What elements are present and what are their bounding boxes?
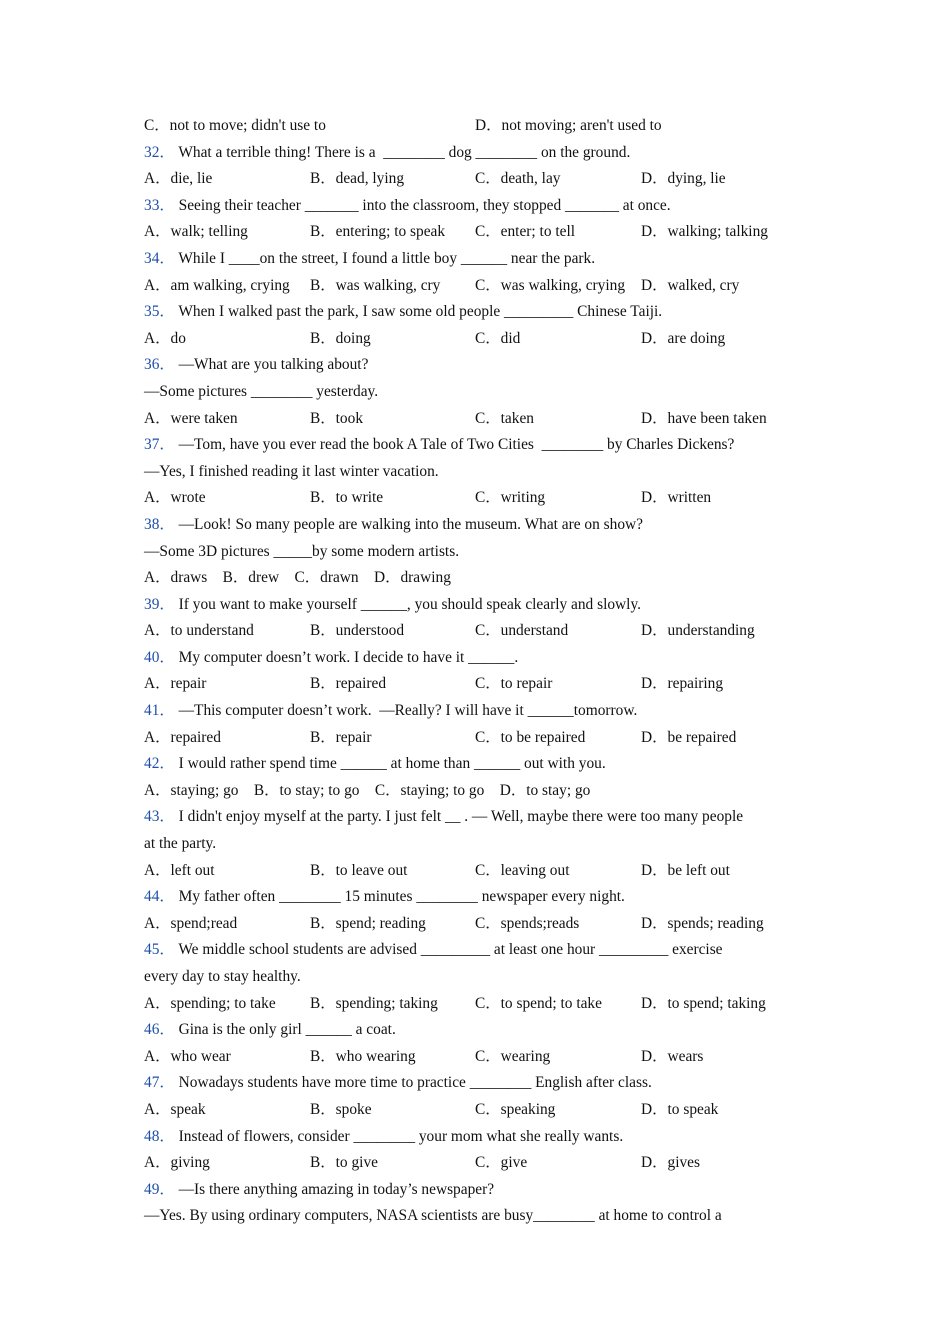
option-b[interactable]: B．repaired	[310, 675, 387, 693]
question-stem	[144, 1070, 804, 1097]
question-stem	[144, 193, 804, 220]
option-a[interactable]: A．speak	[144, 1100, 206, 1118]
question-stem	[144, 512, 804, 539]
option-c[interactable]: C．enter; to tell	[475, 223, 576, 241]
question-stem-continued	[144, 379, 804, 406]
question-stem	[144, 884, 804, 911]
question-text: Seeing their teacher _______ into the classroom, they stopped _______ at once.	[178, 196, 671, 214]
option-b[interactable]: B．dead, lying	[310, 170, 405, 188]
option-c[interactable]: C．to repair	[475, 675, 553, 693]
question-number: 34．	[144, 249, 175, 267]
question-stem-continued	[144, 1203, 804, 1230]
option-a[interactable]: A．die, lie	[144, 170, 213, 188]
option-row	[144, 326, 804, 353]
option-d[interactable]: D．repairing	[641, 675, 724, 693]
option-row	[144, 618, 804, 645]
question-text: —This computer doesn’t work. —Really? I will have it ______tomorrow.	[178, 702, 638, 720]
option-d[interactable]: D．walked, cry	[641, 276, 740, 294]
question-text: I would rather spend time ______ at home than ______ out with you.	[178, 755, 606, 773]
question-stem	[144, 645, 804, 672]
option-row	[144, 911, 804, 938]
option-b[interactable]: B．who wearing	[310, 1047, 416, 1065]
option-row	[144, 725, 804, 752]
option-c[interactable]: C．death, lay	[475, 170, 561, 188]
option-d[interactable]: D．are doing	[641, 329, 726, 347]
question-text: What a terrible thing! There is a ________ dog ________ on the ground.	[178, 143, 631, 161]
option-b[interactable]: B．was walking, cry	[310, 276, 441, 294]
option-c[interactable]: C．wearing	[475, 1047, 551, 1065]
question-number: 35．	[144, 303, 175, 321]
question-list	[144, 113, 804, 1230]
option-a[interactable]: A．am walking, crying	[144, 276, 290, 294]
question-number: 39．	[144, 595, 175, 613]
question-number: 40．	[144, 648, 175, 666]
option-row	[144, 485, 804, 512]
option-a[interactable]: A．repaired	[144, 728, 221, 746]
option-b[interactable]: B．spending; taking	[310, 994, 438, 1012]
question-number: 45．	[144, 941, 175, 959]
option-row	[144, 1044, 804, 1071]
option-b[interactable]: B．doing	[310, 329, 371, 347]
option-b[interactable]: B．entering; to speak	[310, 223, 446, 241]
option-a[interactable]: A．to understand	[144, 622, 254, 640]
question-text: —What are you talking about?	[178, 356, 369, 374]
option-a[interactable]: A．do	[144, 329, 186, 347]
option-row	[144, 166, 804, 193]
option-b[interactable]: B．to write	[310, 489, 384, 507]
question-text: I didn't enjoy myself at the party. I just felt __ . — Well, maybe there were too many people	[178, 808, 744, 826]
option-d[interactable]: D．gives	[641, 1154, 700, 1172]
question-text: Instead of flowers, consider ________ your mom what she really wants.	[178, 1127, 624, 1145]
option-d[interactable]: D．wears	[641, 1047, 704, 1065]
question-number: 48．	[144, 1127, 175, 1145]
option-d[interactable]: D．have been taken	[641, 409, 767, 427]
option-a[interactable]: A．who wear	[144, 1047, 231, 1065]
question-stem	[144, 140, 804, 167]
question-number: 37．	[144, 436, 175, 454]
question-text: —Yes, I finished reading it last winter vacation.	[144, 462, 439, 480]
question-text: at the party.	[144, 835, 217, 853]
option-c[interactable]: C．taken	[475, 409, 534, 427]
option-a[interactable]: A．spend;read	[144, 914, 238, 932]
option-b[interactable]: B．spoke	[310, 1100, 372, 1118]
option-b[interactable]: B．took	[310, 409, 364, 427]
question-number: 36．	[144, 356, 175, 374]
question-number: 32．	[144, 143, 175, 161]
question-text: While I ____on the street, I found a little boy ______ near the park.	[178, 249, 596, 267]
question-number: 46．	[144, 1021, 175, 1039]
option-row	[144, 273, 804, 300]
question-stem-continued	[144, 964, 804, 991]
option-a[interactable]: A．walk; telling	[144, 223, 248, 241]
option-a[interactable]: A．were taken	[144, 409, 238, 427]
option-b[interactable]: B．to give	[310, 1154, 378, 1172]
option-row	[144, 1150, 804, 1177]
question-stem	[144, 1177, 804, 1204]
question-number: 47．	[144, 1074, 175, 1092]
option-d[interactable]: D．spends; reading	[641, 914, 764, 932]
option-row-inline[interactable]: A．staying; go B．to stay; to go C．staying; to go D．to stay; go	[144, 781, 591, 799]
question-text: We middle school students are advised _________ at least one hour _________ exercise	[178, 941, 723, 959]
question-stem	[144, 299, 804, 326]
question-stem	[144, 1124, 804, 1151]
question-text: My father often ________ 15 minutes ________ newspaper every night.	[178, 888, 625, 906]
option-a[interactable]: A．spending; to take	[144, 994, 276, 1012]
question-stem	[144, 432, 804, 459]
option-a[interactable]: A．repair	[144, 675, 207, 693]
question-text: Nowadays students have more time to practice ________ English after class.	[178, 1074, 652, 1092]
option-c[interactable]: C．understand	[475, 622, 569, 640]
option-c[interactable]: C．give	[475, 1154, 528, 1172]
question-text: —Is there anything amazing in today’s newspaper?	[178, 1180, 495, 1198]
question-stem	[144, 352, 804, 379]
question-text: —Some pictures ________ yesterday.	[144, 382, 379, 400]
option-d[interactable]: D．to speak	[641, 1100, 719, 1118]
option-b[interactable]: B．to leave out	[310, 861, 408, 879]
option-row	[144, 858, 804, 885]
option-c[interactable]: C．writing	[475, 489, 546, 507]
question-text: If you want to make yourself ______, you should speak clearly and slowly.	[178, 595, 641, 613]
question-stem	[144, 804, 804, 831]
question-number: 33．	[144, 196, 175, 214]
option-row	[144, 113, 804, 140]
option-b[interactable]: B．understood	[310, 622, 405, 640]
option-row	[144, 219, 804, 246]
option-d[interactable]: D．understanding	[641, 622, 755, 640]
option-a[interactable]: A．left out	[144, 861, 215, 879]
option-d[interactable]: D．be left out	[641, 861, 730, 879]
question-text: —Some 3D pictures _____by some modern artists.	[144, 542, 460, 560]
option-c[interactable]: C．leaving out	[475, 861, 570, 879]
option-row	[144, 406, 804, 433]
option-d[interactable]: D．walking; talking	[641, 223, 768, 241]
question-number: 42．	[144, 755, 175, 773]
option-row-inline[interactable]: A．draws B．drew C．drawn D．drawing	[144, 569, 451, 587]
question-stem	[144, 698, 804, 725]
option-c: C．not to move; didn't use to	[144, 117, 326, 134]
question-stem-continued	[144, 831, 804, 858]
option-d[interactable]: D．written	[641, 489, 712, 507]
question-stem-continued	[144, 459, 804, 486]
question-text: —Yes. By using ordinary computers, NASA scientists are busy________ at home to control a	[144, 1207, 722, 1225]
option-c[interactable]: C．to spend; to take	[475, 994, 602, 1012]
question-stem	[144, 592, 804, 619]
question-number: 38．	[144, 515, 175, 533]
option-a[interactable]: A．wrote	[144, 489, 206, 507]
question-text: When I walked past the park, I saw some old people _________ Chinese Taiji.	[178, 303, 663, 321]
option-d[interactable]: D．be repaired	[641, 728, 737, 746]
question-stem	[144, 751, 804, 778]
option-c[interactable]: C．speaking	[475, 1100, 556, 1118]
question-number: 44．	[144, 888, 175, 906]
option-row	[144, 1097, 804, 1124]
option-c[interactable]: C．spends;reads	[475, 914, 580, 932]
question-number: 49．	[144, 1180, 175, 1198]
option-row	[144, 671, 804, 698]
option-d[interactable]: D．to spend; taking	[641, 994, 766, 1012]
question-text: Gina is the only girl ______ a coat.	[178, 1021, 396, 1039]
option-b[interactable]: B．spend; reading	[310, 914, 426, 932]
question-stem	[144, 937, 804, 964]
question-stem	[144, 246, 804, 273]
option-c[interactable]: C．to be repaired	[475, 728, 586, 746]
option-d[interactable]: D．dying, lie	[641, 170, 726, 188]
question-stem	[144, 1017, 804, 1044]
question-text: —Tom, have you ever read the book A Tale of Two Cities ________ by Charles Dickens?	[178, 436, 735, 454]
question-text: My computer doesn’t work. I decide to have it ______.	[178, 648, 519, 666]
question-stem-continued	[144, 539, 804, 566]
option-row	[144, 991, 804, 1018]
question-number: 41．	[144, 702, 175, 720]
question-number: 43．	[144, 808, 175, 826]
option-a[interactable]: A．giving	[144, 1154, 210, 1172]
question-text: every day to stay healthy.	[144, 968, 301, 985]
question-text: —Look! So many people are walking into the museum. What are on show?	[178, 515, 643, 533]
option-c[interactable]: C．was walking, crying	[475, 276, 626, 294]
option-d: D．not moving; aren't used to	[475, 117, 662, 134]
option-b[interactable]: B．repair	[310, 728, 372, 746]
option-c[interactable]: C．did	[475, 329, 521, 347]
